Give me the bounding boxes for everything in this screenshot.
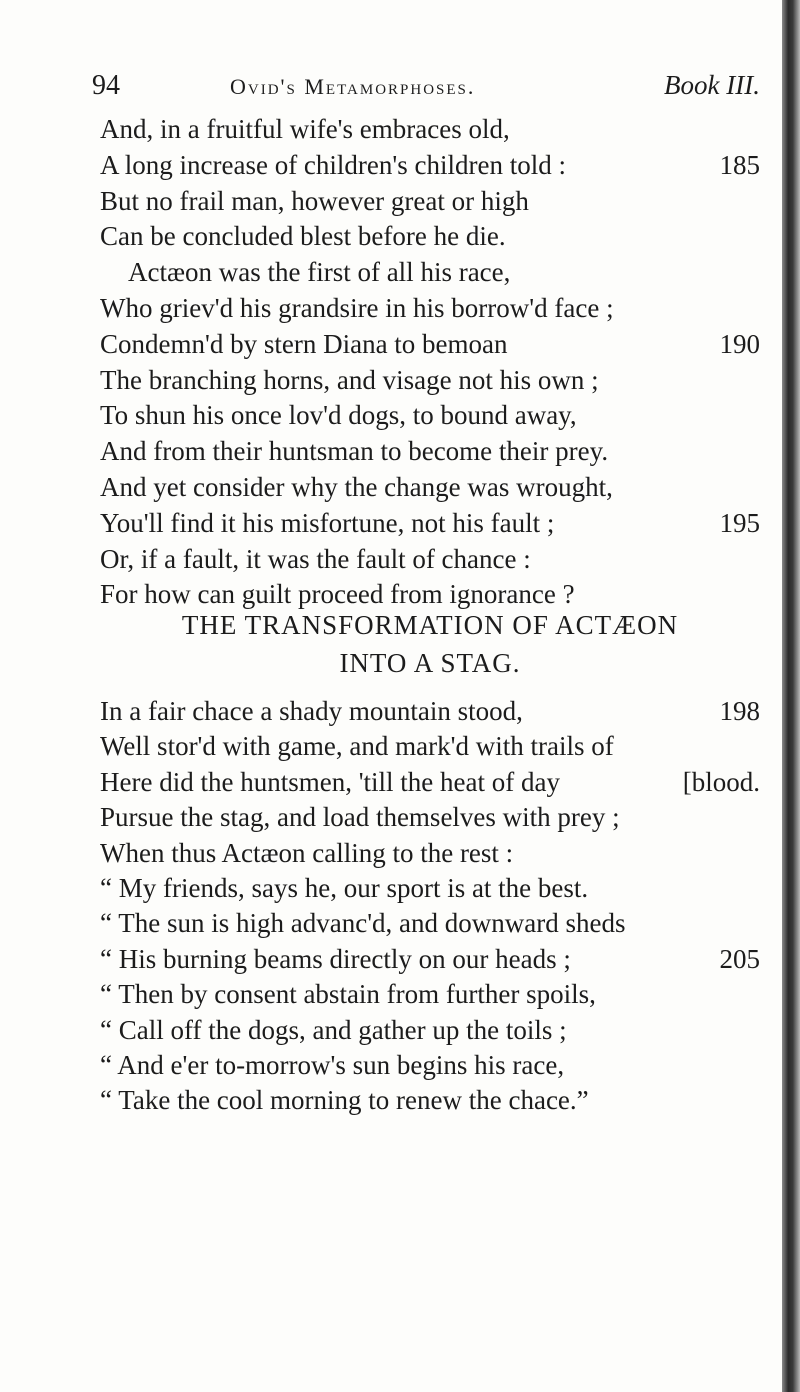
- page-number: 94: [92, 70, 120, 101]
- line-number: [blood.: [682, 766, 760, 797]
- verse-line: [100, 800, 760, 835]
- verse-text: You'll find it his misfortune, not his fault ;: [100, 507, 555, 538]
- verse-line: [100, 398, 760, 434]
- verse-line: [100, 291, 760, 327]
- verse-line: [100, 977, 760, 1012]
- verse-text: “ And e'er to-morrow's sun begins his race,: [100, 1049, 565, 1080]
- line-number: 198: [719, 696, 760, 726]
- verse-text: A long increase of children's children told :: [100, 149, 566, 180]
- verse-line: [100, 836, 760, 871]
- verse-line: [100, 184, 760, 220]
- verse-text: Condemn'd by stern Diana to bemoan: [100, 328, 508, 359]
- verse-text: And yet consider why the change was wrought,: [100, 471, 613, 502]
- verse-text: Well stor'd with game, and mark'd with trails of: [100, 731, 614, 762]
- verse-text: “ His burning beams directly on our heads ;: [100, 943, 571, 974]
- verse-text: And from their huntsman to become their prey.: [100, 436, 609, 467]
- verse-text: And, in a fruitful wife's embraces old,: [100, 114, 510, 144]
- verse-line: [100, 729, 760, 764]
- verse-text: The branching horns, and visage not his own ;: [100, 364, 599, 395]
- verse-line: [100, 434, 760, 470]
- verse-line: [100, 906, 760, 941]
- section-heading: [100, 606, 760, 682]
- verse-line: [100, 255, 760, 291]
- verse-line: [100, 363, 760, 399]
- verse-line: [100, 506, 760, 542]
- verse-text: Who griev'd his grandsire in his borrow'd face ;: [100, 292, 614, 323]
- line-number: 205: [719, 943, 760, 974]
- verse-text: “ The sun is high advanc'd, and downward sheds: [100, 908, 626, 939]
- heading-line-2: INTO A STAG.: [339, 648, 521, 678]
- verse-text: To shun his once lov'd dogs, to bound away,: [100, 400, 577, 431]
- heading-line-1: THE TRANSFORMATION OF ACTÆON: [181, 610, 679, 640]
- verse-section-1: [100, 112, 760, 613]
- verse-line: [100, 327, 760, 363]
- verse-text: Pursue the stag, and load themselves with prey ;: [100, 802, 620, 833]
- verse-line: [100, 112, 760, 148]
- verse-line: [100, 942, 760, 977]
- line-number: 185: [719, 149, 760, 180]
- verse-line: [100, 871, 760, 906]
- verse-line: [100, 219, 760, 255]
- verse-text: Actæon was the first of all his race,: [128, 257, 511, 288]
- page-binding-edge: [782, 0, 800, 1392]
- verse-line: [100, 542, 760, 578]
- verse-section-2: [100, 694, 760, 1119]
- verse-line: [100, 1048, 760, 1083]
- verse-text: For how can guilt proceed from ignorance ?: [100, 579, 575, 610]
- verse-text: But no frail man, however great or high: [100, 185, 529, 216]
- verse-text: “ My friends, says he, our sport is at the best.: [100, 872, 589, 903]
- line-number: 195: [719, 507, 760, 538]
- running-title: Ovid's Metamorphoses.: [230, 74, 476, 99]
- verse-text: Or, if a fault, it was the fault of chance :: [100, 543, 531, 574]
- line-number: 190: [719, 328, 760, 359]
- verse-text: When thus Actæon calling to the rest :: [100, 837, 514, 868]
- verse-text: “ Then by consent abstain from further spoils,: [100, 979, 596, 1010]
- verse-text: Here did the huntsmen, 'till the heat of day: [100, 766, 560, 797]
- verse-line: [100, 1083, 760, 1118]
- verse-line: [100, 694, 760, 729]
- verse-line: [100, 765, 760, 800]
- page-header: [92, 70, 768, 110]
- verse-line: [100, 1013, 760, 1048]
- verse-text: “ Take the cool morning to renew the chace.”: [100, 1085, 589, 1116]
- book-label: Book III.: [664, 70, 760, 100]
- verse-line: [100, 470, 760, 506]
- verse-text: Can be concluded blest before he die.: [100, 221, 506, 252]
- verse-text: “ Call off the dogs, and gather up the toils ;: [100, 1014, 567, 1045]
- verse-text: In a fair chace a shady mountain stood,: [100, 696, 523, 726]
- verse-line: [100, 148, 760, 184]
